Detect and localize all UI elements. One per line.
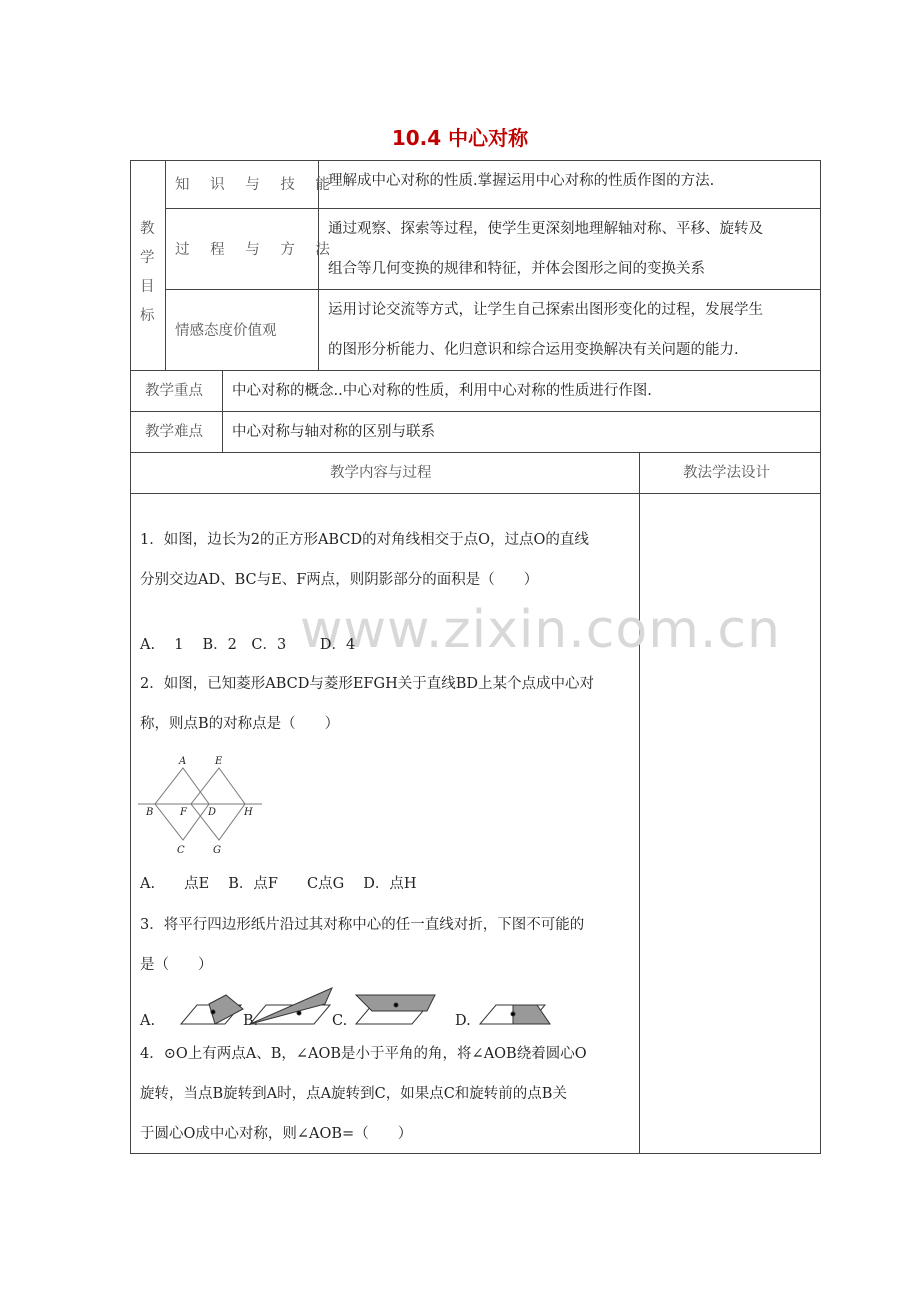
goal-text-knowledge: 理解成中心对称的性质.掌握运用中心对称的性质作图的方法.	[328, 173, 715, 189]
goal-label-attitude: 情感态度价值观	[175, 323, 277, 339]
q4-line3: 于圆心O成中心对称，则∠AOB=（ ）	[140, 1126, 413, 1142]
key-text: 中心对称的概念..中心对称的性质，利用中心对称的性质进行作图.	[232, 383, 652, 399]
rhombus-figure	[138, 750, 268, 860]
header-method: 教法学法设计	[683, 465, 770, 481]
page-title: 10.4 中心对称	[391, 126, 529, 150]
q4-line2: 旋转，当点B旋转到A时，点A旋转到C，如果点C和旋转前的点B关	[140, 1086, 567, 1102]
label-B: B	[146, 807, 154, 818]
difficulty-text: 中心对称与轴对称的区别与联系	[232, 424, 435, 440]
parallelogram-figures	[175, 985, 555, 1030]
goal-label-knowledge: 知 识 与 技 能	[175, 177, 338, 193]
goal-text-attitude-2: 的图形分析能力、化归意识和综合运用变换解决有关问题的能力.	[328, 342, 739, 358]
q4-line1: 4．⊙O上有两点A、B，∠AOB是小于平角的角，将∠AOB绕着圆心O	[140, 1046, 587, 1062]
q3-option-b: B.	[243, 1013, 259, 1029]
label-G: G	[213, 845, 221, 856]
q1-options: A. 1 B．2 C．3 D．4	[140, 637, 356, 653]
q1-line2: 分别交边AD、BC与E、F两点，则阴影部分的面积是（ ）	[140, 572, 539, 588]
goals-label-char: 学	[140, 250, 155, 266]
q3-line1: 3．将平行四边形纸片沿过其对称中心的任一直线对折，下图不可能的	[140, 917, 585, 933]
label-A: A	[179, 756, 187, 767]
label-D: D	[208, 807, 217, 818]
label-E: E	[215, 756, 223, 767]
goal-text-attitude-1: 运用讨论交流等方式，让学生自己探索出图形变化的过程，发展学生	[328, 302, 763, 318]
q3-option-d: D.	[455, 1013, 471, 1029]
label-F: F	[180, 807, 187, 818]
label-H: H	[244, 807, 253, 818]
goals-label	[140, 215, 156, 331]
goal-text-process-2: 组合等几何变换的规律和特征，并体会图形之间的变换关系	[328, 261, 705, 277]
header-content: 教学内容与过程	[330, 465, 432, 481]
watermark: www.zixin.com.cn	[300, 600, 781, 660]
key-label: 教学重点	[145, 383, 203, 399]
goals-label-char: 标	[140, 308, 155, 324]
q2-options: A. 点E B．点F C点G D．点H	[140, 876, 417, 892]
goal-text-process-1: 通过观察、探索等过程，使学生更深刻地理解轴对称、平移、旋转及	[328, 221, 763, 237]
difficulty-label: 教学难点	[145, 424, 203, 440]
q3-option-a: A.	[140, 1013, 156, 1029]
q3-line2: 是（ ）	[140, 957, 213, 973]
q3-option-c: C.	[332, 1013, 348, 1029]
goals-label-char: 教	[140, 221, 155, 237]
q2-line2: 称，则点B的对称点是（ ）	[140, 716, 340, 732]
goal-label-process: 过 程 与 方 法	[175, 242, 338, 258]
q2-line1: 2．如图，已知菱形ABCD与菱形EFGH关于直线BD上某个点成中心对	[140, 676, 594, 692]
q1-line1: 1．如图，边长为2的正方形ABCD的对角线相交于点O，过点O的直线	[140, 532, 589, 548]
label-C: C	[177, 845, 185, 856]
goals-label-char: 目	[140, 279, 155, 295]
